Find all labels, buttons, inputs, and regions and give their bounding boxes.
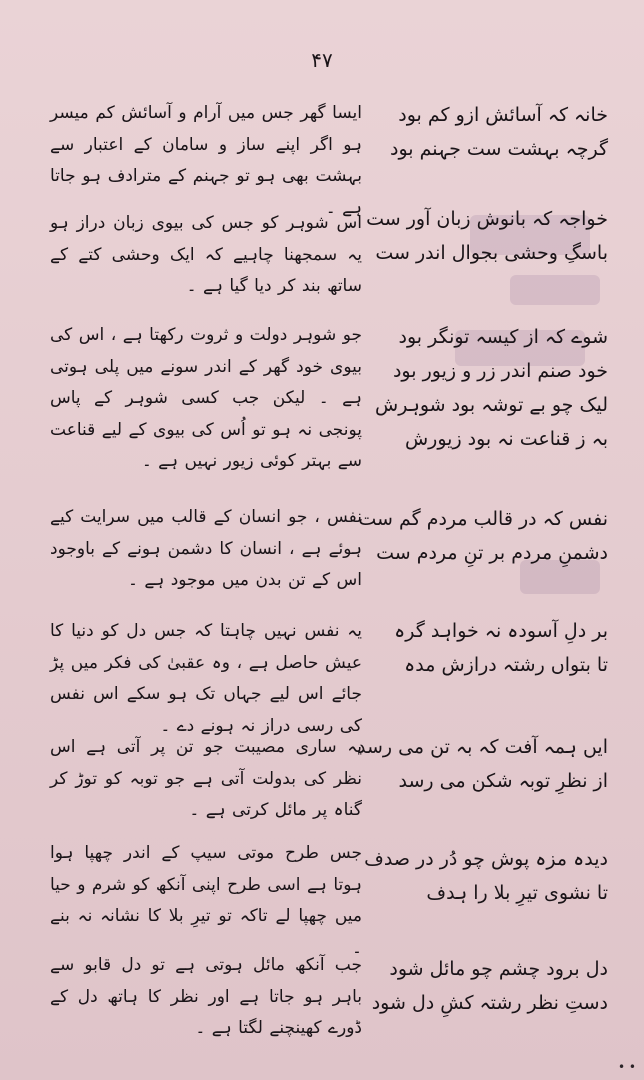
translation-paragraph: یہ نفس نہیں چاہتا کہ جس دل کو دنیا کا عیش حاصل ہے ، وہ عقبیٰ کی فکر میں پڑ جائے اس لیے جہاں تک ہو سکے اس نفس کی رسی دراز نہ ہونے دے ۔ bbox=[50, 621, 362, 736]
verse-stanza bbox=[364, 842, 608, 910]
verse-stanza bbox=[388, 614, 608, 682]
verse-line: بر دلِ آسودہ نہ خواہد گرہ bbox=[394, 620, 608, 642]
verse-stanza bbox=[375, 320, 608, 456]
verse-line: گرچہ بہشت ست جہنم بود bbox=[390, 138, 608, 160]
verse-line: باسگِ وحشی بجوال اندر ست bbox=[375, 242, 608, 264]
bleed-through-mark bbox=[510, 275, 600, 305]
verse-line: تا بتواں رشتہ درازش مدہ bbox=[404, 654, 608, 676]
verse-line: شوے کہ از کیسہ تونگر بود bbox=[398, 326, 608, 348]
verse-line: دیدہ مزہ پوش چو دُر در صدف bbox=[364, 848, 608, 870]
verse-line: لیک چو بے توشہ بود شوہرش bbox=[375, 394, 608, 416]
translation-paragraph: یہ ساری مصیبت جو تن پر آتی ہے اس نظر کی بدولت آتی ہے جو توبہ کو توڑ کر گناہ پر مائل کرتی ہے ۔ bbox=[50, 737, 362, 820]
translation-paragraph: جب آنکھ مائل ہوتی ہے تو دل قابو سے باہر ہو جاتا ہے اور نظر کا ہاتھ دل کے ڈورے کھینچنے لگتا ہے ۔ bbox=[50, 955, 362, 1038]
verse-line: تا نشوی تیرِ بلا را ہدف bbox=[426, 882, 608, 904]
translation-paragraph: ایسا گھر جس میں آرام و آسائش کم میسر ہو اگر اپنے ساز و سامان کے اعتبار سے بہشت بھی ہو تو جہنم کے مترادف ہو جاتا ہے ۔ bbox=[50, 103, 362, 218]
verse-line: دشمنِ مردم بر تنِ مردم ست bbox=[376, 542, 608, 564]
verse-line: ایں ہمہ آفت کہ بہ تن می رسد bbox=[356, 736, 608, 758]
verse-stanza bbox=[371, 952, 608, 1020]
translation-paragraph: جو شوہر دولت و ثروت رکھتا ہے ، اس کی بیوی خود گھر کے اندر سونے میں پلی ہوتی ہے ۔ لیکن جب کسی شوہر کے پاس پونجی نہ ہو تو اُس کی بیوی کے لیے قناعت سے بہتر کوئی زیور نہیں ہے ۔ bbox=[50, 325, 362, 471]
verse-line: خواجہ کہ بانوش زبان آور ست bbox=[366, 208, 608, 230]
verse-line: نفس کہ در قالب مردم گم ست bbox=[358, 508, 608, 530]
verse-line: خود صنم اندر زر و زیور بود bbox=[392, 360, 608, 382]
translation-paragraph: جس طرح موتی سیپ کے اندر چھپا ہوا ہوتا ہے اسی طرح اپنی آنکھ کو شرم و حیا میں چھپا لے تاکہ تو تیرِ بلا کا نشانہ نہ بنے ۔ bbox=[50, 843, 362, 958]
verse-line: دل برود چشم چو مائل شود bbox=[389, 958, 608, 980]
page-number: ۴۷ bbox=[311, 48, 333, 72]
verse-stanza bbox=[388, 98, 608, 166]
corner-mark: • • bbox=[618, 1060, 636, 1074]
verse-line: از نظرِ توبہ شکن می رسد bbox=[398, 770, 608, 792]
verse-line: خانہ کہ آسائش ازو کم بود bbox=[398, 104, 608, 126]
verse-stanza bbox=[366, 202, 608, 270]
verse-line: بہ ز قناعت نہ بود زیورش bbox=[404, 428, 608, 450]
translation-paragraph: نفس ، جو انسان کے قالب میں سرایت کیے ہوئے ہے ، انسان کا دشمن ہونے کے باوجود اس کے تن بدن میں موجود ہے ۔ bbox=[50, 507, 362, 590]
verse-stanza bbox=[358, 502, 608, 570]
verse-stanza bbox=[356, 730, 608, 798]
translation-paragraph: اس شوہر کو جس کی بیوی زبان دراز ہو یہ سمجھنا چاہیے کہ ایک وحشی کتے کے ساتھ بند کر دیا گیا ہے ۔ bbox=[50, 213, 362, 296]
verse-line: دستِ نظر رشتہ کشِ دل شود bbox=[371, 992, 608, 1014]
